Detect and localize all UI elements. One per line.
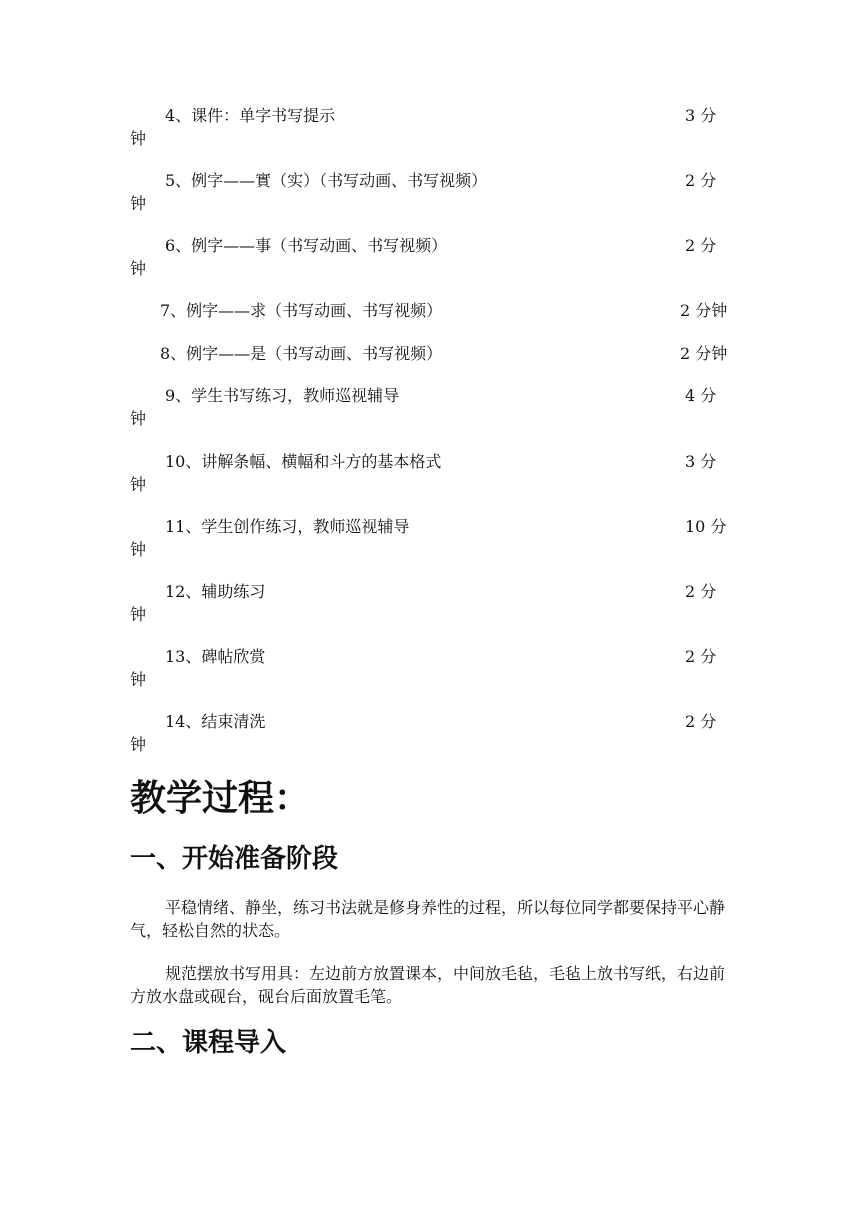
- schedule-item-duration: 2 分: [685, 236, 717, 255]
- section-heading: 二、课程导入: [130, 1028, 287, 1058]
- schedule-item-duration-continuation: 钟: [130, 194, 147, 213]
- schedule-item-duration: 3 分: [685, 452, 717, 471]
- schedule-item-label: 8、例字——是（书写动画、书写视频）: [160, 344, 443, 363]
- process-title: 教学过程：: [130, 778, 311, 819]
- schedule-item-duration: 4 分: [685, 386, 717, 405]
- schedule-item-label: 14、结束清洗: [165, 712, 266, 731]
- schedule-item-duration: 3 分: [685, 106, 717, 125]
- schedule-item-duration: 2 分钟: [680, 301, 728, 320]
- schedule-item-duration: 2 分: [685, 171, 717, 190]
- schedule-item-label: 5、例字——實（实）（书写动画、书写视频）: [165, 171, 488, 190]
- schedule-item-duration-continuation: 钟: [130, 605, 147, 624]
- schedule-item-duration-continuation: 钟: [130, 475, 147, 494]
- schedule-item-duration: 2 分: [685, 712, 717, 731]
- schedule-item-duration: 2 分钟: [680, 344, 728, 363]
- schedule-item-duration-continuation: 钟: [130, 409, 147, 428]
- paragraph: 平稳情绪、静坐，练习书法就是修身养性的过程，所以每位同学都要保持平心静气，轻松自然的状态。: [130, 898, 726, 940]
- schedule-item-duration: 2 分: [685, 582, 717, 601]
- schedule-item-duration: 10 分: [685, 517, 727, 536]
- schedule-item-label: 7、例字——求（书写动画、书写视频）: [160, 301, 443, 320]
- schedule-item-duration: 2 分: [685, 647, 717, 666]
- section-heading: 一、开始准备阶段: [130, 844, 339, 874]
- schedule-item-label: 4、课件：单字书写提示: [165, 106, 336, 125]
- schedule-item-duration-continuation: 钟: [130, 670, 147, 689]
- paragraph: 规范摆放书写用具：左边前方放置课本，中间放毛毡，毛毡上放书写纸，右边前方放水盘或砚台，砚台后面放置毛笔。: [130, 964, 726, 1006]
- schedule-item-duration-continuation: 钟: [130, 540, 147, 559]
- schedule-item-label: 10、讲解条幅、横幅和斗方的基本格式: [165, 452, 442, 471]
- schedule-item-label: 6、例字——事（书写动画、书写视频）: [165, 236, 448, 255]
- schedule-item-label: 13、碑帖欣赏: [165, 647, 266, 666]
- schedule-item-label: 9、学生书写练习，教师巡视辅导: [165, 386, 400, 405]
- schedule-item-duration-continuation: 钟: [130, 259, 147, 278]
- schedule-item-label: 12、辅助练习: [165, 582, 266, 601]
- schedule-item-label: 11、学生创作练习，教师巡视辅导: [165, 517, 410, 536]
- schedule-item-duration-continuation: 钟: [130, 735, 147, 754]
- schedule-item-duration-continuation: 钟: [130, 129, 147, 148]
